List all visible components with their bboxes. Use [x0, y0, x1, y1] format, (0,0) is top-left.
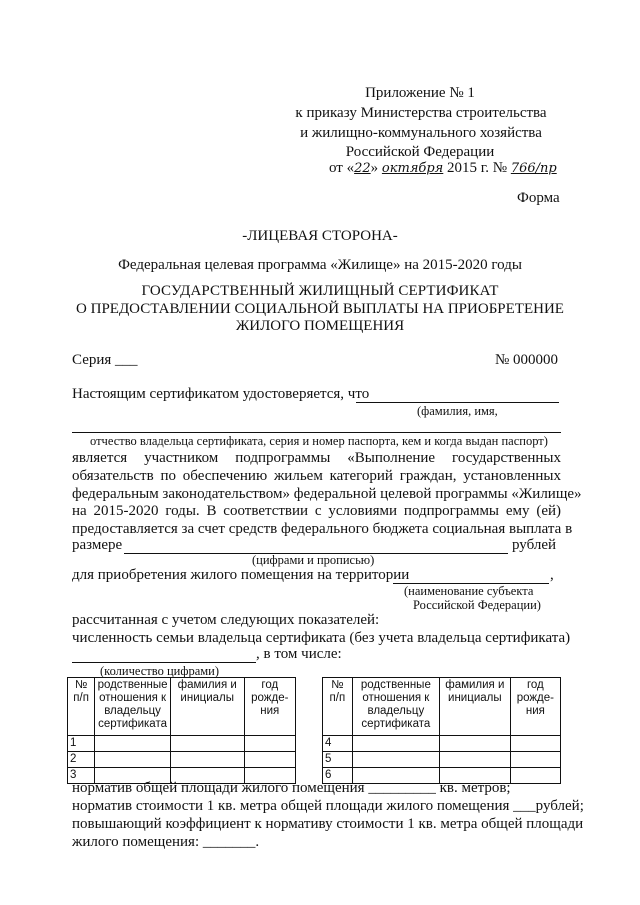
hint-patronymic: отчество владельца сертификата, серия и номер паспорта, кем и когда выдан паспорт)	[90, 434, 548, 448]
appendix-line-1: Приложение № 1	[365, 85, 475, 101]
body-line-1: является участником подпрограммы «Выполнение государственных	[72, 450, 561, 466]
title-line-1: ГОСУДАРСТВЕННЫЙ ЖИЛИЩНЫЙ СЕРТИФИКАТ	[141, 283, 499, 299]
body-line-3: федеральным законодательством» федеральной целевой программы «Жилище»	[72, 486, 582, 502]
territory-comma: ,	[550, 567, 554, 583]
date-day: 22	[354, 161, 371, 176]
th-num: № п/п	[323, 678, 353, 736]
th-year: год рожде-ния	[244, 678, 295, 736]
full-name-line	[72, 432, 561, 433]
coef-text-2: жилого помещения:	[72, 834, 200, 850]
coef-text: повышающий коэффициент к нормативу стоимости 1 кв. метра общей площади	[72, 816, 584, 832]
norm-area-prefix: норматив общей площади жилого помещения	[72, 780, 365, 796]
hint-amount: (цифрами и прописью)	[252, 553, 375, 567]
series-label: Серия ___	[72, 352, 138, 368]
coef-blank: _______	[202, 834, 256, 850]
appendix-line-3: и жилищно-коммунального хозяйства	[300, 125, 542, 141]
hint-count: (количество цифрами)	[100, 664, 220, 678]
family-table-right	[322, 677, 561, 784]
coef-line	[72, 834, 259, 851]
form-label: Форма	[517, 190, 560, 206]
table-cell[interactable]	[95, 736, 171, 752]
body-line-2: обязательств по обеспечению жильем категорий граждан, установленных	[72, 468, 561, 484]
th-name: фамилия и инициалы	[170, 678, 244, 736]
certify-text: Настоящим сертификатом удостоверяется, что	[72, 386, 370, 402]
table-cell[interactable]	[170, 736, 244, 752]
table-cell[interactable]	[510, 768, 560, 784]
date-mid: »	[370, 160, 379, 176]
hint-subject-1: (наименование субъекта	[404, 584, 534, 598]
table-row-num: 3	[68, 768, 95, 784]
table-cell[interactable]	[95, 752, 171, 768]
amount-suffix: рублей	[512, 537, 557, 553]
body-line-5: предоставляется за счет средств федерального бюджета социальная выплата в	[72, 521, 573, 537]
norm-area	[72, 780, 511, 797]
norm-area-suffix: кв. метров;	[439, 780, 511, 796]
appendix-line-4: Российской Федерации	[345, 144, 495, 160]
hint-name: (фамилия, имя,	[417, 404, 498, 418]
program-name: Федеральная целевая программа «Жилище» на 2015-2020 годы	[118, 257, 522, 273]
norm-area-blank: _________	[368, 780, 436, 796]
appendix-line-2: к приказу Министерства строительства	[295, 105, 547, 121]
calc-text: рассчитанная с учетом следующих показателей:	[72, 612, 380, 628]
norm-cost-suffix: рублей;	[535, 798, 584, 814]
norm-cost-text: норматив стоимости 1 кв. метра общей площади жилого помещения	[72, 798, 510, 814]
body-line-4: на 2015-2020 годы. В соответствии с условиями подпрограммы ему (ей)	[72, 503, 561, 519]
norm-cost-blank: ___	[513, 798, 536, 814]
family-suffix: , в том числе:	[256, 646, 342, 662]
table-cell[interactable]	[439, 736, 510, 752]
family-text: численность семьи владельца сертификата (без учета владельца сертификата)	[72, 630, 571, 646]
table-row-num: 6	[323, 768, 353, 784]
table-cell[interactable]	[510, 752, 560, 768]
date-month: октября	[381, 161, 444, 176]
date-number: 766/пр	[510, 161, 557, 176]
coef-end: .	[255, 834, 260, 850]
certificate-number: № 000000	[495, 352, 559, 368]
th-relation: родственные отношения к владельцу сертификата	[352, 678, 439, 736]
family-table-left	[67, 677, 296, 784]
table-row-num: 2	[68, 752, 95, 768]
table-cell[interactable]	[510, 736, 560, 752]
date-prefix: от «	[329, 160, 355, 176]
table-cell[interactable]	[244, 736, 295, 752]
table-cell[interactable]	[352, 736, 439, 752]
title-line-2: О ПРЕДОСТАВЛЕНИИ СОЦИАЛЬНОЙ ВЫПЛАТЫ НА ПРИОБРЕТЕНИЕ	[76, 301, 564, 317]
norm-cost	[72, 798, 584, 815]
table-row-num: 1	[68, 736, 95, 752]
side-title: -ЛИЦЕВАЯ СТОРОНА-	[242, 228, 398, 244]
table-cell[interactable]	[352, 752, 439, 768]
th-num: № п/п	[68, 678, 95, 736]
table-cell[interactable]	[244, 752, 295, 768]
territory-text: для приобретения жилого помещения на территории	[72, 567, 410, 583]
name-line	[356, 402, 559, 403]
th-year: год рожде-ния	[510, 678, 560, 736]
table-row-num: 4	[323, 736, 353, 752]
th-relation: родственные отношения к владельцу сертификата	[95, 678, 171, 736]
th-name: фамилия и инициалы	[439, 678, 510, 736]
amount-prefix: размере	[72, 537, 123, 553]
appendix-date	[329, 159, 557, 178]
title-line-3: ЖИЛОГО ПОМЕЩЕНИЯ	[235, 318, 405, 334]
table-row-num: 5	[323, 752, 353, 768]
table-cell[interactable]	[439, 752, 510, 768]
hint-subject-2: Российской Федерации)	[413, 598, 541, 612]
table-cell[interactable]	[170, 752, 244, 768]
date-year: 2015 г. №	[447, 160, 508, 176]
family-count-line	[72, 662, 256, 663]
